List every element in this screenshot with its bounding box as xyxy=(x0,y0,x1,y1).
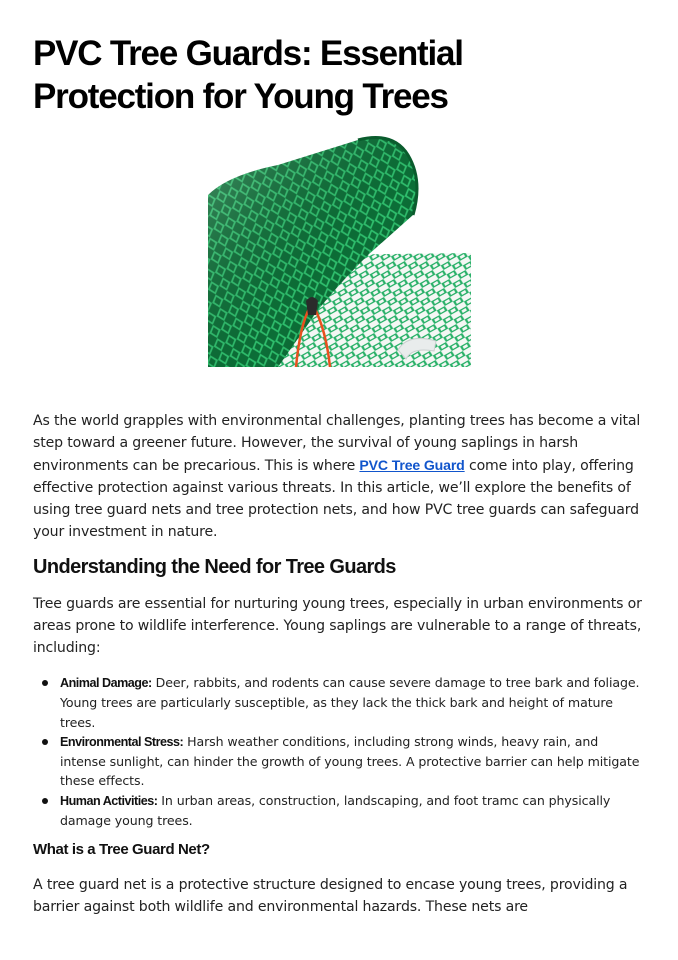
article-title-line-1: PVC Tree Guards: Essential xyxy=(33,34,463,73)
list-item-label: Human Activities: xyxy=(60,793,158,808)
bullet-icon xyxy=(42,680,48,686)
section-paragraph-guard-net: A tree guard net is a protective structure designed to encase young trees, providing a barrier against both wildlife and environmental hazards. These nets are xyxy=(33,877,628,915)
threats-list xyxy=(33,673,643,830)
section-paragraph-need: Tree guards are essential for nurturing young trees, especially in urban environments or areas prone to wildlife interference. Young saplings are vulnerable to a range of threats, including: xyxy=(33,596,642,656)
article-title xyxy=(33,32,653,118)
list-item-label: Environmental Stress: xyxy=(60,734,184,749)
tree-guard-mesh-image xyxy=(208,135,471,367)
list-item xyxy=(33,791,643,831)
list-item-label: Animal Damage: xyxy=(60,676,152,690)
bullet-icon xyxy=(42,739,48,745)
section-heading-guard-net: What is a Tree Guard Net? xyxy=(33,841,210,858)
intro-text-after-link: come into play, offering effective protection against various threats. In this article, we’ll explore the benefits of using tree guard nets and tree protection nets, and how PVC tree guards can safeguard your investment in nature. xyxy=(33,458,639,540)
list-item-text: Harsh weather conditions, including strong winds, heavy rain, and intense sunlight, can hinder the growth of young trees. A protective barrier can help mitigate these effects. xyxy=(60,733,640,789)
clip-icon xyxy=(306,297,318,315)
section-heading-need: Understanding the Need for Tree Guards xyxy=(33,556,396,578)
list-item xyxy=(33,673,643,732)
intro-paragraph xyxy=(33,410,648,543)
list-item-text: Deer, rabbits, and rodents can cause severe damage to tree bark and foliage. Young trees are particularly susceptible, as they lack the thick bark and height of mature trees. xyxy=(60,675,640,730)
list-item xyxy=(33,732,643,791)
list-item-text: In urban areas, construction, landscaping, and foot tramc can physically damage young trees. xyxy=(60,792,611,829)
intro-text-before-link: As the world grapples with environmental challenges, planting trees has become a vital step toward a greener future. However, the survival of young saplings in harsh environments can be precarious. This is where xyxy=(33,413,641,474)
pvc-tree-guard-link[interactable]: PVC Tree Guard xyxy=(359,457,465,473)
bullet-icon xyxy=(42,798,48,804)
article-title-line-2: Protection for Young Trees xyxy=(33,77,448,116)
